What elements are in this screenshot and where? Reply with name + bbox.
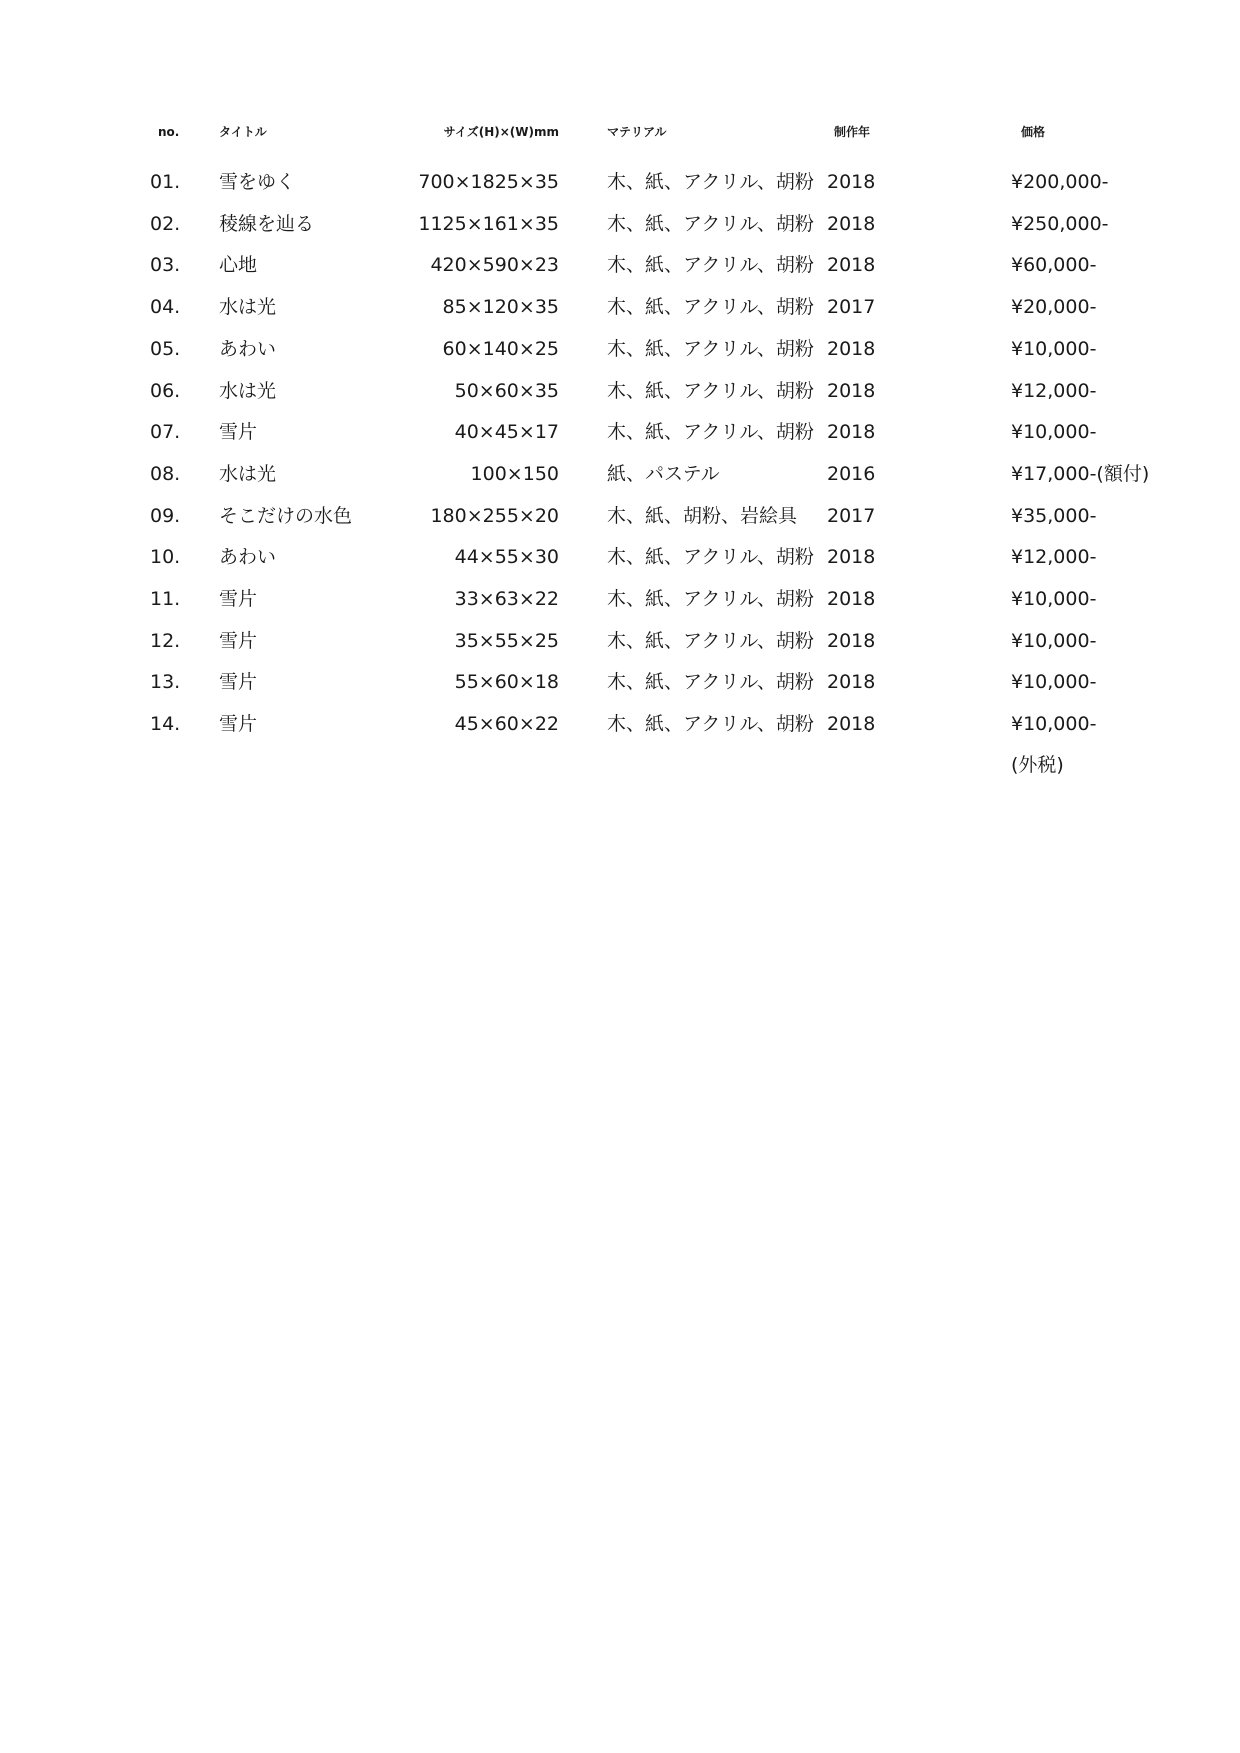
cell-size: 50×60×35 (454, 379, 559, 402)
cell-size: 1125×161×35 (418, 212, 559, 235)
table-row (0, 371, 1240, 411)
table-row (0, 454, 1240, 494)
cell-material: 木、紙、アクリル、胡粉 (607, 713, 814, 736)
cell-year: 2018 (827, 421, 876, 444)
cell-year: 2018 (827, 588, 876, 610)
cell-no: 14. (150, 713, 181, 736)
cell-title: 雪片 (219, 713, 258, 736)
cell-no: 05. (150, 337, 181, 360)
cell-year: 2017 (827, 504, 876, 527)
cell-no: 04. (150, 296, 181, 319)
cell-price: ¥10,000- (1011, 588, 1097, 610)
cell-title: 雪片 (219, 629, 258, 652)
cell-year: 2018 (827, 713, 876, 736)
header-no: no. (158, 125, 180, 139)
header-title: タイトル (219, 125, 267, 139)
table-row (0, 204, 1240, 244)
cell-price: ¥10,000- (1011, 421, 1097, 444)
cell-title: あわい (219, 546, 277, 569)
table-row (0, 579, 1240, 619)
cell-no: 07. (150, 421, 181, 444)
cell-size: 33×63×22 (454, 588, 559, 610)
header-size: サイズ(H)×(W)mm (443, 125, 559, 139)
table-row (0, 245, 1240, 285)
cell-size: 55×60×18 (454, 671, 559, 694)
cell-year: 2018 (827, 254, 876, 277)
table-header (0, 112, 1240, 152)
cell-price: ¥20,000- (1011, 296, 1097, 319)
cell-title: 水は光 (219, 462, 277, 485)
cell-price: ¥35,000- (1011, 504, 1097, 527)
cell-title: あわい (219, 337, 277, 360)
cell-size: 45×60×22 (454, 713, 559, 736)
cell-year: 2018 (827, 671, 876, 694)
cell-year: 2017 (827, 296, 876, 319)
cell-title: 雪をゆく (219, 171, 296, 193)
cell-size: 420×590×23 (430, 254, 559, 277)
cell-title: 稜線を辿る (219, 212, 315, 235)
cell-price: ¥12,000- (1011, 546, 1097, 569)
header-price: 価格 (1021, 125, 1046, 139)
cell-price: ¥200,000- (1011, 171, 1109, 193)
cell-size: 100×150 (470, 462, 559, 485)
cell-size: 700×1825×35 (418, 171, 559, 193)
cell-no: 03. (150, 254, 181, 277)
cell-year: 2018 (827, 171, 876, 193)
cell-material: 木、紙、アクリル、胡粉 (607, 671, 814, 694)
header-year: 制作年 (834, 125, 871, 139)
cell-size: 85×120×35 (442, 296, 559, 319)
cell-no: 08. (150, 462, 181, 485)
cell-title: 水は光 (219, 379, 277, 402)
cell-size: 60×140×25 (442, 337, 559, 360)
cell-title: 雪片 (219, 588, 258, 610)
cell-material: 木、紙、アクリル、胡粉 (607, 546, 814, 569)
cell-material: 木、紙、アクリル、胡粉 (607, 421, 814, 444)
cell-title: 雪片 (219, 421, 258, 444)
cell-year: 2018 (827, 337, 876, 360)
table-row (0, 537, 1240, 577)
cell-no: 09. (150, 504, 181, 527)
cell-no: 02. (150, 212, 181, 235)
cell-year: 2018 (827, 546, 876, 569)
table-row (0, 287, 1240, 327)
table-row (0, 329, 1240, 369)
cell-size: 180×255×20 (430, 504, 559, 527)
cell-title: 水は光 (219, 296, 277, 319)
tax-note-row (0, 745, 1240, 785)
cell-price: ¥250,000- (1011, 212, 1109, 235)
cell-no: 01. (150, 171, 181, 193)
cell-no: 10. (150, 546, 181, 569)
cell-material: 木、紙、アクリル、胡粉 (607, 296, 814, 319)
cell-price: ¥10,000- (1011, 337, 1097, 360)
cell-year: 2018 (827, 212, 876, 235)
cell-material: 木、紙、アクリル、胡粉 (607, 171, 814, 193)
cell-material: 木、紙、アクリル、胡粉 (607, 212, 814, 235)
cell-year: 2018 (827, 379, 876, 402)
cell-title: 心地 (219, 254, 258, 277)
cell-price: ¥10,000- (1011, 629, 1097, 652)
cell-no: 13. (150, 671, 181, 694)
table-row (0, 496, 1240, 536)
cell-material: 木、紙、アクリル、胡粉 (607, 379, 814, 402)
cell-material: 木、紙、アクリル、胡粉 (607, 254, 814, 277)
cell-material: 木、紙、アクリル、胡粉 (607, 337, 814, 360)
table-row (0, 662, 1240, 702)
cell-material: 木、紙、胡粉、岩絵具 (607, 504, 798, 527)
cell-price: ¥10,000- (1011, 713, 1097, 736)
cell-size: 35×55×25 (454, 629, 559, 652)
cell-material: 木、紙、アクリル、胡粉 (607, 588, 814, 610)
cell-year: 2018 (827, 629, 876, 652)
cell-title: 雪片 (219, 671, 258, 694)
cell-material: 木、紙、アクリル、胡粉 (607, 629, 814, 652)
table-row (0, 412, 1240, 452)
table-row (0, 621, 1240, 661)
cell-size: 44×55×30 (454, 546, 559, 569)
table-row (0, 704, 1240, 744)
cell-no: 12. (150, 629, 181, 652)
cell-price: ¥17,000-(額付) (1011, 462, 1150, 485)
cell-size: 40×45×17 (454, 421, 559, 444)
cell-year: 2016 (827, 462, 876, 485)
cell-material: 紙、パステル (607, 462, 720, 485)
cell-no: 11. (150, 588, 181, 610)
cell-title: そこだけの水色 (219, 504, 353, 527)
tax-note: (外税) (1011, 754, 1064, 776)
cell-price: ¥60,000- (1011, 254, 1097, 277)
cell-price: ¥12,000- (1011, 379, 1097, 402)
header-material: マテリアル (607, 125, 667, 139)
cell-price: ¥10,000- (1011, 671, 1097, 694)
table-row (0, 162, 1240, 202)
cell-no: 06. (150, 379, 181, 402)
